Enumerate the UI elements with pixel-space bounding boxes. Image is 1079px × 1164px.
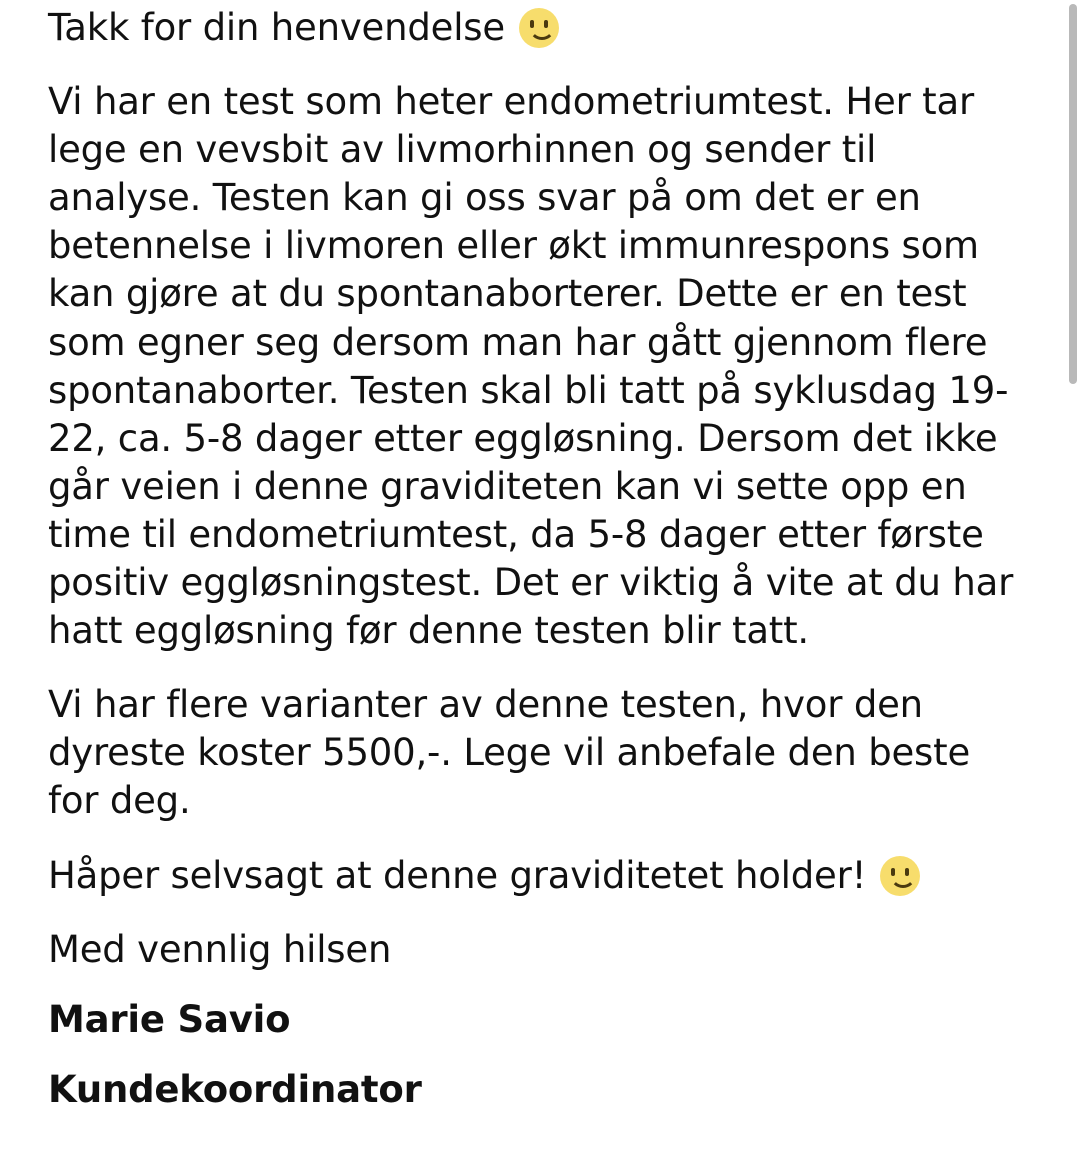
paragraph-test-variants: Vi har flere varianter av denne testen, hvor den dyreste koster 5500,-. Lege vil anbefale den beste for deg. xyxy=(48,683,971,823)
greeting-text: Takk for din henvendelse xyxy=(48,6,505,49)
vertical-scrollbar[interactable] xyxy=(1067,0,1079,1164)
signature-closing: Med vennlig hilsen xyxy=(48,927,392,971)
signature-role: Kundekoordinator xyxy=(48,1067,422,1111)
paragraph-closing-wish xyxy=(48,852,1022,900)
slightly-smiling-face-icon xyxy=(880,856,920,896)
greeting-line xyxy=(48,4,1022,52)
scrollbar-thumb[interactable] xyxy=(1069,4,1077,384)
signature-name: Marie Savio xyxy=(48,997,291,1041)
closing-wish-text: Håper selvsagt at denne graviditetet holder! xyxy=(48,853,867,897)
paragraph-endometrium-test: Vi har en test som heter endometriumtest. Her tar lege en vevsbit av livmorhinnen og sender til analyse. Testen kan gi oss svar på om det er en betennelse i livmoren eller økt immunrespons som kan gjøre at du spontanaborterer. Dette er en test som egner seg dersom man har gått gjennom flere spontanaborter. Testen skal bli tatt på syklusdag 19-22, ca. 5-8 dager etter eggløsning. Dersom det ikke går veien i denne graviditeten kan vi sette opp en time til endometriumtest, da 5-8 dager etter første positiv eggløsningstest. Det er viktig å vite at du har hatt eggløsning før denne testen blir tatt. xyxy=(48,80,1014,653)
slightly-smiling-face-icon xyxy=(519,8,559,48)
